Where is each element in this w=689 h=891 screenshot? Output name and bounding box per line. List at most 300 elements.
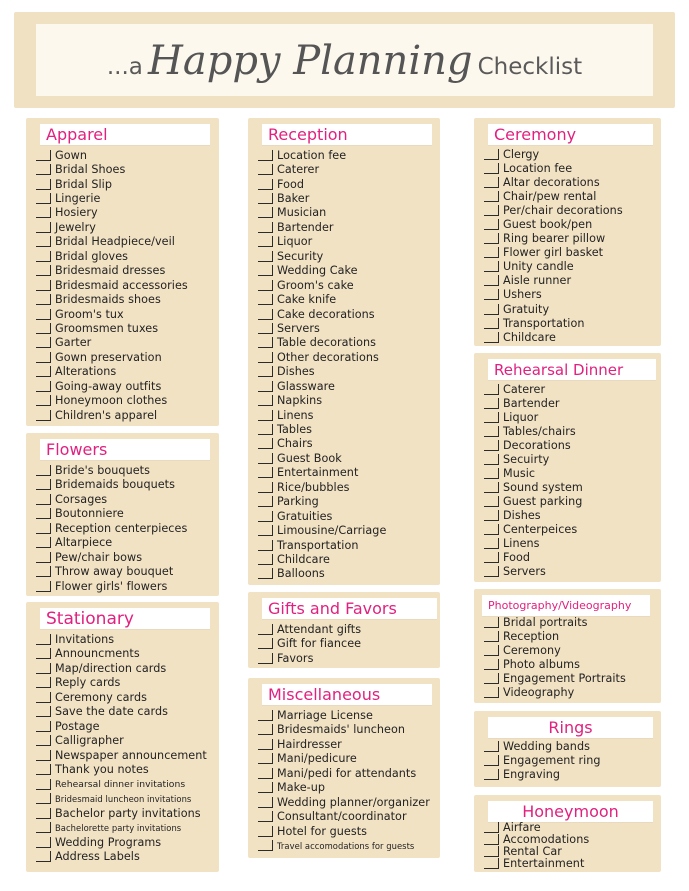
- item-label: Photo albums: [503, 657, 580, 671]
- checklist-item: [484, 522, 655, 536]
- checkbox[interactable]: [36, 179, 51, 190]
- checkbox[interactable]: [484, 440, 499, 451]
- checkbox[interactable]: [258, 323, 273, 334]
- title-prefix: ...a: [106, 54, 143, 80]
- item-label: Announcments: [55, 647, 140, 661]
- checklist-item: [484, 858, 655, 870]
- checklist-item: [484, 288, 655, 302]
- checklist-item: [36, 521, 213, 536]
- section-misc: [248, 678, 440, 858]
- checklist-item: [258, 292, 434, 306]
- item-label: Bridesmaid dresses: [55, 264, 166, 278]
- checklist-item: [36, 536, 213, 551]
- item-label: Bridal portraits: [503, 615, 588, 629]
- checkbox[interactable]: [258, 826, 273, 837]
- checklist-item: [484, 175, 655, 189]
- checklist-item: [258, 278, 434, 292]
- checklist-item: [484, 671, 655, 685]
- item-label: Engagement ring: [503, 753, 601, 767]
- checkbox[interactable]: [484, 631, 499, 642]
- item-label: Boutonniere: [55, 507, 124, 521]
- item-label: Ceremony: [503, 643, 561, 657]
- checklist-item: [36, 806, 213, 821]
- checklist-item: [484, 424, 655, 438]
- checkbox[interactable]: [36, 251, 51, 262]
- section-title: Honeymoon: [488, 801, 653, 823]
- item-label: Entertainment: [503, 857, 585, 870]
- item-label: Caterer: [503, 382, 546, 396]
- section-title: Ceremony: [488, 124, 653, 146]
- checklist-item: [36, 579, 213, 594]
- checklist-item: [36, 292, 213, 306]
- checkbox[interactable]: [36, 280, 51, 291]
- checklist-item: [36, 734, 213, 749]
- checklist-item: [484, 753, 655, 767]
- section-title: Rings: [488, 717, 653, 739]
- checkbox[interactable]: [484, 524, 499, 535]
- checkbox[interactable]: [484, 538, 499, 549]
- item-label: Food: [277, 177, 305, 191]
- checkbox[interactable]: [258, 482, 273, 493]
- checkbox[interactable]: [484, 261, 499, 272]
- checkbox[interactable]: [258, 265, 273, 276]
- checkbox[interactable]: [484, 384, 499, 395]
- checklist-item: [258, 824, 434, 839]
- checkbox[interactable]: [484, 247, 499, 258]
- checkbox[interactable]: [258, 251, 273, 262]
- checklist-item: [484, 246, 655, 260]
- checklist-item: [258, 538, 434, 552]
- item-label: Childcare: [277, 552, 330, 566]
- checklist-item: [258, 264, 434, 278]
- checkbox[interactable]: [36, 851, 51, 862]
- checklist-item: [484, 629, 655, 643]
- checkbox[interactable]: [258, 811, 273, 822]
- item-label: Hairdresser: [277, 737, 342, 751]
- checkbox[interactable]: [258, 193, 273, 204]
- checklist-item: [258, 408, 434, 422]
- checkbox[interactable]: [36, 309, 51, 320]
- checklist-item: [36, 719, 213, 734]
- checkbox[interactable]: [258, 624, 273, 635]
- checklist-item: [36, 777, 213, 792]
- item-label: Gown preservation: [55, 350, 162, 364]
- section-title: Rehearsal Dinner: [488, 359, 656, 381]
- checkbox[interactable]: [36, 366, 51, 377]
- checklist-item: [484, 685, 655, 699]
- item-label: Napkins: [277, 394, 323, 408]
- item-label: Altar decorations: [503, 175, 600, 189]
- checkbox[interactable]: [258, 782, 273, 793]
- checklist-item: [258, 350, 434, 364]
- checklist-item: [258, 781, 434, 796]
- checkbox[interactable]: [484, 617, 499, 628]
- checklist-item: [484, 452, 655, 466]
- checkbox[interactable]: [36, 150, 51, 161]
- item-label: Security: [277, 249, 324, 263]
- item-label: Guest book/pen: [503, 218, 593, 232]
- checkbox[interactable]: [258, 280, 273, 291]
- checklist-item: [36, 748, 213, 763]
- item-label: Reception: [503, 629, 560, 643]
- item-label: Map/direction cards: [55, 661, 167, 675]
- item-label: Wedding planner/organizer: [277, 795, 430, 809]
- checklist-item: [36, 264, 213, 278]
- header-banner: [14, 12, 675, 108]
- checklist-item: [36, 632, 213, 647]
- item-label: Ceremony cards: [55, 690, 147, 704]
- checkbox[interactable]: [258, 337, 273, 348]
- item-label: Cake decorations: [277, 307, 375, 321]
- item-label: Linens: [503, 537, 540, 551]
- section-stationary: [26, 602, 219, 872]
- checklist-item: [36, 249, 213, 263]
- checkbox[interactable]: [258, 724, 273, 735]
- checkbox[interactable]: [36, 793, 51, 804]
- checklist-item: [36, 336, 213, 350]
- checklist-item: [484, 821, 655, 833]
- checklist-item: [36, 705, 213, 720]
- checkbox[interactable]: [258, 352, 273, 363]
- checkbox[interactable]: [258, 540, 273, 551]
- checkbox[interactable]: [36, 236, 51, 247]
- checkbox[interactable]: [258, 739, 273, 750]
- item-label: Gown: [55, 148, 87, 162]
- checklist-item: [36, 191, 213, 205]
- checkbox[interactable]: [484, 275, 499, 286]
- item-label: Travel accomodations for guests: [277, 840, 415, 851]
- checkbox[interactable]: [258, 496, 273, 507]
- checklist-item: [36, 492, 213, 507]
- checkbox[interactable]: [36, 663, 51, 674]
- section-photo: [474, 589, 661, 703]
- checkbox[interactable]: [484, 163, 499, 174]
- checklist-item: [36, 235, 213, 249]
- item-label: Flower girl basket: [503, 246, 604, 260]
- checkbox[interactable]: [258, 294, 273, 305]
- section-rings: [474, 711, 661, 787]
- checklist-item: [258, 708, 434, 723]
- checklist-item: [484, 260, 655, 274]
- checklist-item: [258, 191, 434, 205]
- checklist-item: [36, 647, 213, 662]
- item-label: Flower girls' flowers: [55, 579, 168, 593]
- checkbox[interactable]: [484, 496, 499, 507]
- checkbox[interactable]: [484, 822, 499, 833]
- item-label: Wedding bands: [503, 739, 590, 753]
- checklist-item: [36, 792, 213, 807]
- checklist-item: [258, 552, 434, 566]
- checkbox[interactable]: [258, 236, 273, 247]
- item-label: Aisle runner: [503, 274, 572, 288]
- checkbox[interactable]: [258, 410, 273, 421]
- checkbox[interactable]: [258, 568, 273, 579]
- item-label: Going-away outfits: [55, 379, 162, 393]
- item-label: Ring bearer pillow: [503, 232, 606, 246]
- item-label: Hosiery: [55, 206, 98, 220]
- checkbox[interactable]: [484, 177, 499, 188]
- checklist-item: [258, 752, 434, 767]
- item-label: Music: [503, 466, 536, 480]
- section-apparel: [26, 118, 219, 426]
- item-label: Caterer: [277, 163, 320, 177]
- checkbox[interactable]: [36, 566, 51, 577]
- checkbox[interactable]: [36, 395, 51, 406]
- checkbox[interactable]: [484, 769, 499, 780]
- checkbox[interactable]: [484, 289, 499, 300]
- checkbox[interactable]: [484, 398, 499, 409]
- checkbox[interactable]: [36, 735, 51, 746]
- checkbox[interactable]: [36, 764, 51, 775]
- checkbox[interactable]: [258, 768, 273, 779]
- checkbox[interactable]: [36, 265, 51, 276]
- item-label: Bartender: [277, 220, 334, 234]
- checkbox[interactable]: [484, 645, 499, 656]
- checklist-item: [258, 206, 434, 220]
- checkbox[interactable]: [484, 858, 499, 869]
- checkbox[interactable]: [36, 523, 51, 534]
- checklist-item: [36, 350, 213, 364]
- checkbox[interactable]: [484, 191, 499, 202]
- item-label: Bridesmaid luncheon invitations: [55, 793, 192, 804]
- checkbox[interactable]: [36, 193, 51, 204]
- checkbox[interactable]: [484, 318, 499, 329]
- checkbox[interactable]: [258, 150, 273, 161]
- checklist-item: [36, 148, 213, 162]
- checkbox[interactable]: [484, 205, 499, 216]
- checklist-item: [36, 821, 213, 836]
- item-label: Thank you notes: [55, 763, 149, 777]
- item-label: Pew/chair bows: [55, 550, 143, 564]
- checklist-item: [484, 551, 655, 565]
- checkbox[interactable]: [258, 207, 273, 218]
- checklist-item: [36, 661, 213, 676]
- checkbox[interactable]: [36, 721, 51, 732]
- checkbox[interactable]: [36, 706, 51, 717]
- checkbox[interactable]: [258, 164, 273, 175]
- item-label: Servers: [503, 565, 546, 579]
- item-label: Tables/chairs: [503, 424, 576, 438]
- checklist-item: [484, 382, 655, 396]
- checklist-item: [484, 767, 655, 781]
- checkbox[interactable]: [36, 822, 51, 833]
- checkbox[interactable]: [36, 337, 51, 348]
- item-label: Make-up: [277, 781, 326, 795]
- checkbox[interactable]: [258, 554, 273, 565]
- section-title: Stationary: [40, 608, 210, 630]
- checkbox[interactable]: [36, 634, 51, 645]
- item-label: Accomodations: [503, 833, 590, 846]
- checklist-item: [258, 379, 434, 393]
- checklist-item: [484, 565, 655, 579]
- checklist-item: [484, 438, 655, 452]
- checklist-item: [484, 189, 655, 203]
- header-inner: [36, 24, 653, 96]
- section-reception: [248, 118, 440, 585]
- checkbox[interactable]: [484, 566, 499, 577]
- item-label: Groom's tux: [55, 307, 124, 321]
- checkbox[interactable]: [484, 482, 499, 493]
- checklist-item: [484, 508, 655, 522]
- item-label: Address Labels: [55, 850, 140, 864]
- checkbox[interactable]: [36, 581, 51, 592]
- checkbox[interactable]: [258, 638, 273, 649]
- checkbox[interactable]: [36, 207, 51, 218]
- checkbox[interactable]: [484, 412, 499, 423]
- item-label: Ushers: [503, 288, 542, 302]
- checkbox[interactable]: [258, 525, 273, 536]
- item-label: Musician: [277, 206, 327, 220]
- item-label: Bridal Slip: [55, 177, 112, 191]
- checklist-item: [36, 307, 213, 321]
- item-label: Favors: [277, 651, 314, 665]
- checkbox[interactable]: [484, 332, 499, 343]
- checkbox[interactable]: [258, 797, 273, 808]
- checkbox[interactable]: [484, 426, 499, 437]
- item-label: Children's apparel: [55, 408, 158, 422]
- checkbox[interactable]: [484, 659, 499, 670]
- checkbox[interactable]: [258, 366, 273, 377]
- checkbox[interactable]: [36, 779, 51, 790]
- item-label: Jewelry: [55, 220, 96, 234]
- item-label: Gratuity: [503, 302, 550, 316]
- item-label: Food: [503, 551, 531, 565]
- checkbox[interactable]: [36, 648, 51, 659]
- checkbox[interactable]: [36, 352, 51, 363]
- item-label: Guest Book: [277, 451, 342, 465]
- checkbox[interactable]: [484, 304, 499, 315]
- item-label: Alterations: [55, 365, 117, 379]
- item-label: Airfare: [503, 821, 541, 834]
- title-suffix: Checklist: [477, 54, 583, 80]
- checkbox[interactable]: [36, 410, 51, 421]
- checkbox[interactable]: [36, 692, 51, 703]
- checklist-item: [258, 737, 434, 752]
- checkbox[interactable]: [484, 846, 499, 857]
- checkbox[interactable]: [36, 164, 51, 175]
- checklist-item: [36, 408, 213, 422]
- checkbox[interactable]: [36, 465, 51, 476]
- item-label: Sound system: [503, 480, 583, 494]
- checklist-item: [36, 206, 213, 220]
- item-label: Newspaper announcement: [55, 748, 207, 762]
- checkbox[interactable]: [36, 494, 51, 505]
- item-label: Entertainment: [277, 466, 359, 480]
- checklist-item: [484, 466, 655, 480]
- checklist-item: [36, 763, 213, 778]
- checkbox[interactable]: [36, 479, 51, 490]
- item-label: Bachelor party invitations: [55, 806, 201, 820]
- item-label: Bridesmaids' luncheon: [277, 723, 406, 737]
- item-label: Bride's bouquets: [55, 463, 150, 477]
- checkbox[interactable]: [484, 834, 499, 845]
- checkbox[interactable]: [36, 381, 51, 392]
- checkbox[interactable]: [258, 710, 273, 721]
- checkbox[interactable]: [36, 808, 51, 819]
- checklist-item: [484, 615, 655, 629]
- checkbox[interactable]: [36, 323, 51, 334]
- checkbox[interactable]: [258, 453, 273, 464]
- checklist-item: [258, 509, 434, 523]
- checkbox[interactable]: [258, 511, 273, 522]
- checkbox[interactable]: [258, 840, 273, 851]
- section-title: Gifts and Favors: [262, 598, 437, 620]
- checklist-item: [484, 217, 655, 231]
- checklist-item: [36, 177, 213, 191]
- checkbox[interactable]: [484, 233, 499, 244]
- item-label: Unity candle: [503, 260, 574, 274]
- checkbox[interactable]: [36, 508, 51, 519]
- checklist-item: [36, 690, 213, 705]
- checkbox[interactable]: [36, 750, 51, 761]
- checkbox[interactable]: [484, 673, 499, 684]
- title-script: Happy Planning: [147, 38, 473, 84]
- item-label: Table decorations: [277, 336, 377, 350]
- checkbox[interactable]: [258, 179, 273, 190]
- item-label: Gratuities: [277, 509, 333, 523]
- checkbox[interactable]: [484, 741, 499, 752]
- checkbox[interactable]: [258, 438, 273, 449]
- checklist-item: [484, 232, 655, 246]
- checklist-item: [258, 177, 434, 191]
- item-label: Rehearsal dinner invitations: [55, 778, 186, 790]
- checkbox[interactable]: [258, 653, 273, 664]
- checklist-item: [258, 810, 434, 825]
- checkbox[interactable]: [484, 687, 499, 698]
- item-label: Bridal gloves: [55, 249, 129, 263]
- checkbox[interactable]: [258, 467, 273, 478]
- checkbox[interactable]: [258, 309, 273, 320]
- checkbox[interactable]: [36, 294, 51, 305]
- checkbox[interactable]: [484, 454, 499, 465]
- checkbox[interactable]: [258, 424, 273, 435]
- checkbox[interactable]: [36, 222, 51, 233]
- page-title: [36, 38, 653, 84]
- checkbox[interactable]: [36, 552, 51, 563]
- checkbox[interactable]: [258, 753, 273, 764]
- checkbox[interactable]: [484, 755, 499, 766]
- item-label: Postage: [55, 719, 100, 733]
- checklist-item: [258, 766, 434, 781]
- checkbox[interactable]: [258, 395, 273, 406]
- checkbox[interactable]: [484, 468, 499, 479]
- checklist-item: [36, 550, 213, 565]
- item-label: Parking: [277, 495, 319, 509]
- checkbox[interactable]: [484, 552, 499, 563]
- checkbox[interactable]: [36, 837, 51, 848]
- item-label: Rental Car: [503, 845, 562, 858]
- checkbox[interactable]: [484, 510, 499, 521]
- item-label: Centerpeices: [503, 522, 578, 536]
- checklist-item: [484, 203, 655, 217]
- checkbox[interactable]: [258, 381, 273, 392]
- checkbox[interactable]: [484, 149, 499, 160]
- section-flowers: [26, 433, 219, 596]
- checklist-item: [258, 723, 434, 738]
- item-label: Glassware: [277, 379, 335, 393]
- checklist-item: [258, 437, 434, 451]
- checkbox[interactable]: [36, 537, 51, 548]
- item-label: Bridemaids bouquets: [55, 478, 175, 492]
- item-label: Attendant gifts: [277, 622, 362, 636]
- checklist-item: [36, 565, 213, 580]
- checkbox[interactable]: [484, 219, 499, 230]
- checklist-item: [484, 643, 655, 657]
- checkbox[interactable]: [258, 222, 273, 233]
- item-label: Chair/pew rental: [503, 189, 597, 203]
- checkbox[interactable]: [36, 677, 51, 688]
- checklist-item: [258, 622, 434, 637]
